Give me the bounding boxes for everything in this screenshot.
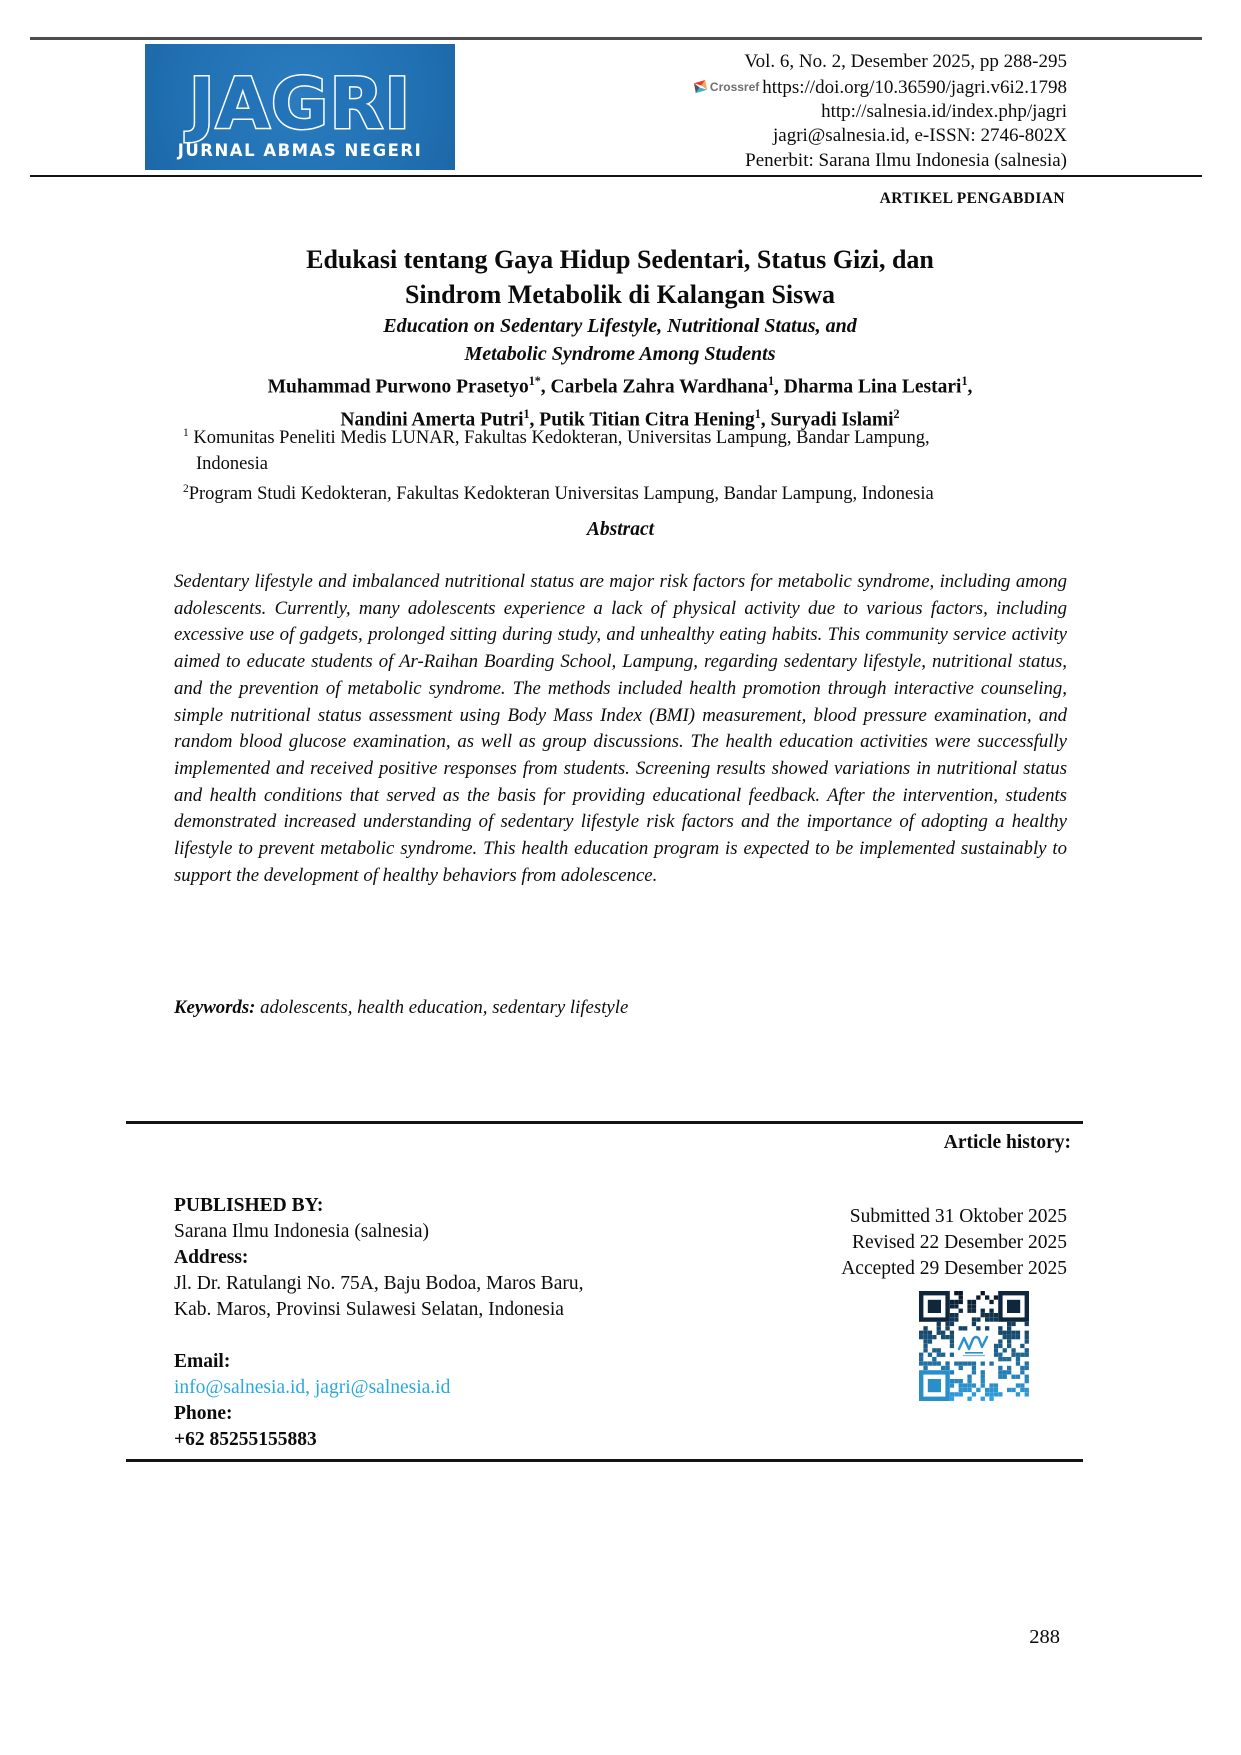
affiliation-1-continuation: Indonesia xyxy=(196,453,268,474)
crossref-logo xyxy=(693,75,759,100)
doi-text[interactable]: https://doi.org/10.36590/jagri.v6i2.1798 xyxy=(762,76,1067,98)
email-label: Email: xyxy=(174,1351,231,1372)
phone-number: +62 85255155883 xyxy=(174,1429,317,1450)
article-title-id xyxy=(140,242,1100,312)
affiliations xyxy=(183,421,1073,508)
contact-issn-line: jagri@salnesia.id, e-ISSN: 2746-802X xyxy=(772,125,1067,147)
title-id-line1: Edukasi tentang Gaya Hidup Sedentari, Status Gizi, dan xyxy=(306,245,934,274)
volume-line: Vol. 6, No. 2, Desember 2025, pp 288-295 xyxy=(744,51,1067,72)
accepted-date: Accepted 29 Desember 2025 xyxy=(841,1258,1067,1279)
page-number: 288 xyxy=(1029,1626,1060,1648)
title-id-line2: Sindrom Metabolik di Kalangan Siswa xyxy=(404,280,836,309)
email-links xyxy=(174,1375,583,1401)
phone-label: Phone: xyxy=(174,1403,233,1424)
keywords-line xyxy=(174,997,628,1019)
footer-top-rule xyxy=(126,1121,1083,1124)
email-link-jagri[interactable]: jagri@salnesia.id xyxy=(314,1377,451,1398)
title-en-line2: Metabolic Syndrome Among Students xyxy=(464,342,776,365)
footer-bottom-rule xyxy=(126,1459,1083,1462)
abstract-text: Sedentary lifestyle and imbalanced nutritional status are major risk factors for metabolic syndrome, including among adolescents. Currently, many adolescents experience a lack of physical activity due to various factors, including excessive use of gadgets, prolonged sitting during study, and unhealthy eating habits. This community service activity aimed to educate students of Ar-Raihan Boarding School, Lampung, regarding sedentary lifestyle, nutritional status, and the prevention of metabolic syndrome. The methods included health promotion through interactive counseling, simple nutritional status assessment using Body Mass Index (BMI) measurement, blood pressure examination, and random blood glucose examination, as well as group discussions. The health education activities were successfully implemented and received positive responses from students. Screening results showed variations in nutritional status and health conditions that served as the basis for providing educational feedback. After the intervention, students demonstrated increased understanding of sedentary lifestyle risk factors and the importance of adopting a healthy lifestyle to prevent metabolic syndrome. This health education program is expected to be implemented sustainably to support the development of healthy behaviors from adolescence. xyxy=(174,571,1067,886)
submitted-date: Submitted 31 Oktober 2025 xyxy=(849,1206,1067,1227)
abstract-heading: Abstract xyxy=(586,519,655,540)
publisher-line: Penerbit: Sarana Ilmu Indonesia (salnesia) xyxy=(745,149,1067,171)
doi-line xyxy=(693,75,1067,100)
address-line-2: Kab. Maros, Provinsi Sulawesi Selatan, Indonesia xyxy=(174,1299,564,1320)
email-link-info[interactable]: info@salnesia.id xyxy=(174,1377,306,1398)
journal-url[interactable]: http://salnesia.id/index.php/jagri xyxy=(821,100,1067,122)
top-rule xyxy=(30,37,1202,40)
logo-title: JAGRI xyxy=(188,63,412,145)
crossref-label: Crossref xyxy=(709,79,760,94)
published-by-label: PUBLISHED BY: xyxy=(174,1195,324,1216)
crossref-icon xyxy=(693,79,708,94)
authors-line-2: Nandini Amerta Putri$^1$, Putik Titian Citra Hening$^1$, Suryadi Islami$^2$ xyxy=(340,407,900,431)
address-label: Address: xyxy=(174,1247,249,1268)
logo-subtitle: JURNAL ABMAS NEGERI xyxy=(177,141,423,160)
title-block xyxy=(140,242,1100,434)
header-meta xyxy=(693,50,1067,173)
title-en-line1: Education on Sedentary Lifestyle, Nutritional Status, and xyxy=(383,315,857,337)
affiliation-1: $^1$ Komunitas Peneliti Medis LUNAR, Fakultas Kedokteran, Universitas Lampung, Bandar Lampung, Indonesia xyxy=(183,421,1073,477)
email-separator: , xyxy=(305,1377,315,1398)
revised-date: Revised 22 Desember 2025 xyxy=(852,1232,1067,1253)
article-history-dates xyxy=(841,1204,1067,1282)
header-rule xyxy=(30,175,1202,177)
article-title-en xyxy=(140,313,1100,368)
journal-logo xyxy=(145,44,455,170)
affiliation-2: $^2$Program Studi Kedokteran, Fakultas Kedokteran Universitas Lampung, Bandar Lampung, Indonesia xyxy=(183,483,934,505)
keywords-label: Keywords: xyxy=(174,997,256,1018)
address-line-1: Jl. Dr. Ratulangi No. 75A, Baju Bodoa, Maros Baru, xyxy=(174,1273,584,1294)
keywords-text: adolescents, health education, sedentary lifestyle xyxy=(255,997,629,1018)
article-history-label: Article history: xyxy=(943,1132,1071,1153)
article-type-label: ARTIKEL PENGABDIAN xyxy=(879,190,1065,207)
qr-code[interactable] xyxy=(917,1291,1031,1401)
publisher-name: Sarana Ilmu Indonesia (salnesia) xyxy=(174,1221,430,1242)
publisher-block xyxy=(174,1193,583,1453)
authors-line-1: Muhammad Purwono Prasetyo$^{1*}$, Carbela Zahra Wardhana$^1$, Dharma Lina Lestari$^1$, xyxy=(267,374,973,398)
